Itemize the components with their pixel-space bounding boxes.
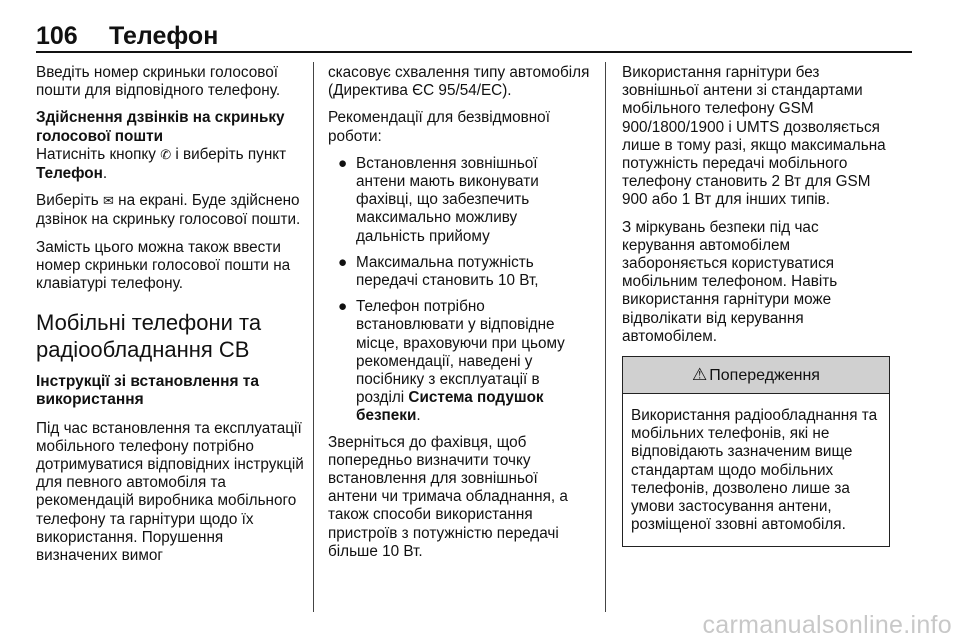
list-item: ● Максимальна потужність передачі становить 10 Вт, [338, 253, 539, 290]
warning-text: Використання радіообладнання та мобільних телефонів, які не відповідають зазначеним вище стандартам щодо мобільних телефонів, дозволено лише за умови застосування антени, розміщеної ззовні автомобіля. [631, 407, 878, 534]
watermark: carmanualsonline.info [702, 611, 952, 639]
column-2 [328, 64, 590, 570]
bullet-icon: ● [338, 253, 348, 271]
section-heading: Здійснення дзвінків на скриньку голосової пошти [36, 109, 285, 145]
paragraph: скасовує схвалення типу автомобіля (Директива ЄС 95/54/ЕС). [328, 64, 590, 100]
bold-term: Система подушок безпеки [356, 389, 544, 425]
paragraph: З міркувань безпеки під час керування автомобілем забороняється користуватися мобільним телефоном. Навіть використання гарнітури може відволікати від керування автомобілем. [622, 218, 838, 345]
header-rule [36, 51, 912, 53]
chapter-heading: Мобільні телефони та радіообладнання CB [36, 310, 262, 363]
page-number: 106 [36, 22, 78, 50]
bullet-list [328, 155, 590, 426]
warning-header [623, 357, 889, 394]
paragraph: Замість цього можна також ввести номер скриньки голосової пошти на клавіатурі телефону. [36, 238, 291, 293]
column-3 [622, 64, 890, 547]
paragraph: Виберіть ✉ на екрані. Буде здійснено дзвінок на скриньку голосової пошти. [36, 192, 301, 229]
chapter-title: Телефон [109, 22, 219, 50]
paragraph: Під час встановлення та експлуатації мобільного телефону потрібно дотримуватися відповідних інструкцій для певного автомобіля та рекомендацій виробника мобільного телефону та гарнітури щодо їх використання. Порушення визначених вимог [36, 419, 304, 565]
paragraph: Зверніться до фахівця, щоб попередньо визначити точку встановлення для зовнішньої антени чи тримача обладнання, а також способи використання пристроїв з потужністю передачі більше 10 Вт. [328, 433, 568, 560]
list-item: ● Встановлення зовнішньої антени мають виконувати фахівці, що забезпечить максимально можливу дальність прийому [338, 154, 539, 245]
column-divider [605, 62, 606, 612]
column-divider [313, 62, 314, 612]
paragraph: Введіть номер скриньки голосової пошти для відповідного телефону. [36, 64, 281, 100]
bullet-icon: ● [338, 154, 348, 172]
phone-icon: ✆ [160, 147, 172, 163]
list-item: ● Телефон потрібно встановлювати у відповідне місце, враховуючи при цьому рекомендації, наведені у посібнику з експлуатації в розділі Система подушок безпеки. [338, 298, 565, 425]
paragraph: Натисніть кнопку ✆ і виберіть пункт Телефон. [36, 145, 287, 183]
page-header [36, 22, 912, 52]
bullet-icon: ● [338, 298, 348, 316]
paragraph: Використання гарнітури без зовнішньої антени зі стандартами мобільного телефону GSM 900/1800/1900 і UMTS дозволяється лише в тому разі, якщо максимальна потужність передачі мобільного телефону становить 2 Вт для GSM 900 або 1 Вт для інших типів. [622, 64, 886, 209]
warning-triangle-icon: ⚠ [692, 365, 708, 386]
bold-term: Телефон [36, 165, 103, 183]
voicemail-icon: ✉ [102, 194, 114, 210]
paragraph: Рекомендації для безвідмовної роботи: [328, 109, 550, 145]
column-1 [36, 64, 304, 574]
subsection-heading: Інструкції зі встановлення та використання [36, 373, 260, 409]
warning-title: Попередження [709, 367, 820, 385]
warning-box [622, 356, 890, 547]
